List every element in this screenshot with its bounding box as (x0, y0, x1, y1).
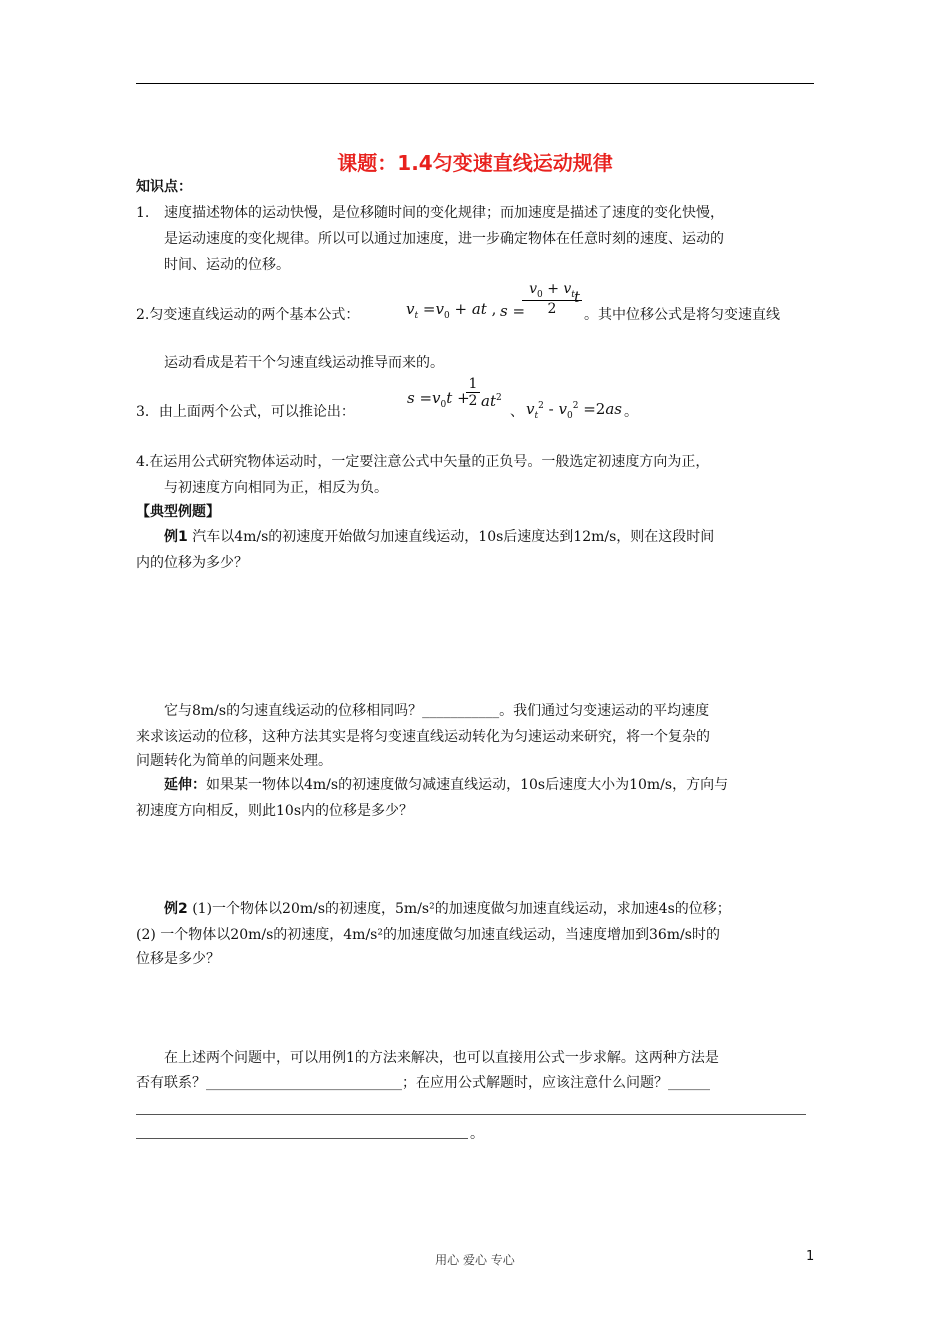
formula-s-vt: $s =v_0t$ + (407, 389, 470, 410)
p2-line2: 否有联系？____________________________；在应用公式解题时，应该注意什么问题？______ (136, 1075, 710, 1091)
p1-line1: 它与8m/s的匀速直线运动的位移相同吗？___________。我们通过匀变速运动的平均速度 (164, 703, 710, 719)
k2-prefix: 2.匀变速直线运动的两个基本公式： (136, 307, 360, 323)
page-number: 1 (806, 1249, 815, 1264)
example2-line2: (2) 一个物体以20m/s的初速度，4m/s²的加速度做匀加速直线运动，当速度增加到36m/s时的 (136, 927, 720, 943)
example1-line1 (164, 527, 714, 547)
p1-line3: 问题转化为简单的问题来处理。 (136, 753, 332, 769)
formula-half-fraction: 1 2 (466, 376, 480, 409)
p2-line1: 在上述两个问题中，可以用例1的方法来解决，也可以直接用公式一步求解。这两种方法是 (164, 1050, 719, 1066)
k4-line1: 4.在运用公式研究物体运动时，一定要注意公式中矢量的正负号。一般选定初速度方向为正， (136, 454, 710, 470)
formula-displacement-lhs: s = (500, 302, 526, 320)
k3-prefix: 3．由上面两个公式，可以推论出： (136, 404, 355, 420)
formula-velocity: $v_t =v_0$ + at , (406, 300, 497, 321)
k1-line1: 速度描述物体的运动快慢，是位移随时间的变化规律；而加速度是描述了速度的变化快慢， (164, 205, 724, 221)
k3-end: 。 (624, 404, 638, 420)
answer-blank-line-1[interactable] (136, 1114, 806, 1115)
formula-displacement-fraction: $v_0 + v_t$ 2 (522, 281, 582, 317)
k1-line2: 是运动速度的变化规律。所以可以通过加速度，进一步确定物体在任意时刻的速度、运动的 (164, 231, 724, 247)
example2-label: 例2 (164, 901, 188, 917)
example1-text: 汽车以4m/s的初速度开始做匀加速直线运动，10s后速度达到12m/s，则在这段时间 (187, 529, 715, 545)
knowledge-heading: 知识点： (136, 179, 192, 195)
answer-blank-line-2[interactable] (136, 1138, 468, 1139)
example1-line2: 内的位移为多少？ (136, 555, 248, 571)
extension-text: 如果某一物体以4m/s的初速度做匀减速直线运动，10s后速度大小为10m/s，方向与 (206, 777, 729, 793)
header-rule (136, 83, 814, 84)
examples-heading: 【典型例题】 (136, 504, 220, 520)
example2-text: (1)一个物体以20m/s的初速度，5m/s²的加速度做匀加速直线运动，求加速4s的位移； (187, 901, 731, 917)
extension-line2: 初速度方向相反，则此10s内的位移是多少？ (136, 803, 413, 819)
page-title: 课题：1.4匀变速直线运动规律 (337, 151, 613, 175)
example1-label: 例1 (164, 529, 188, 545)
formula-at2: $at^2$ (481, 392, 502, 410)
k2-suffix: 。其中位移公式是将匀变速直线 (584, 307, 780, 323)
k4-line2: 与初速度方向相同为正，相反为负。 (164, 480, 388, 496)
k1-number: 1. (136, 205, 150, 221)
extension-label: 延伸： (164, 777, 206, 793)
page-footer: 用心 爱心 专心 (435, 1253, 515, 1267)
example2-line3: 位移是多少？ (136, 951, 220, 967)
p2-end: 。 (470, 1126, 484, 1142)
k2-line2: 运动看成是若干个匀速直线运动推导而来的。 (164, 355, 444, 371)
example2-line1 (164, 899, 731, 919)
extension-line1 (164, 775, 728, 795)
k1-line3: 时间、运动的位移。 (164, 257, 290, 273)
formula-displacement-t: t (574, 288, 581, 306)
k3-separator: 、 (510, 404, 524, 420)
p1-line2: 来求该运动的位移，这种方法其实是将匀变速直线运动转化为匀速运动来研究，将一个复杂的 (136, 729, 710, 745)
formula-v2: $v_t^2 - v_0^2 =2as$ (526, 400, 622, 421)
